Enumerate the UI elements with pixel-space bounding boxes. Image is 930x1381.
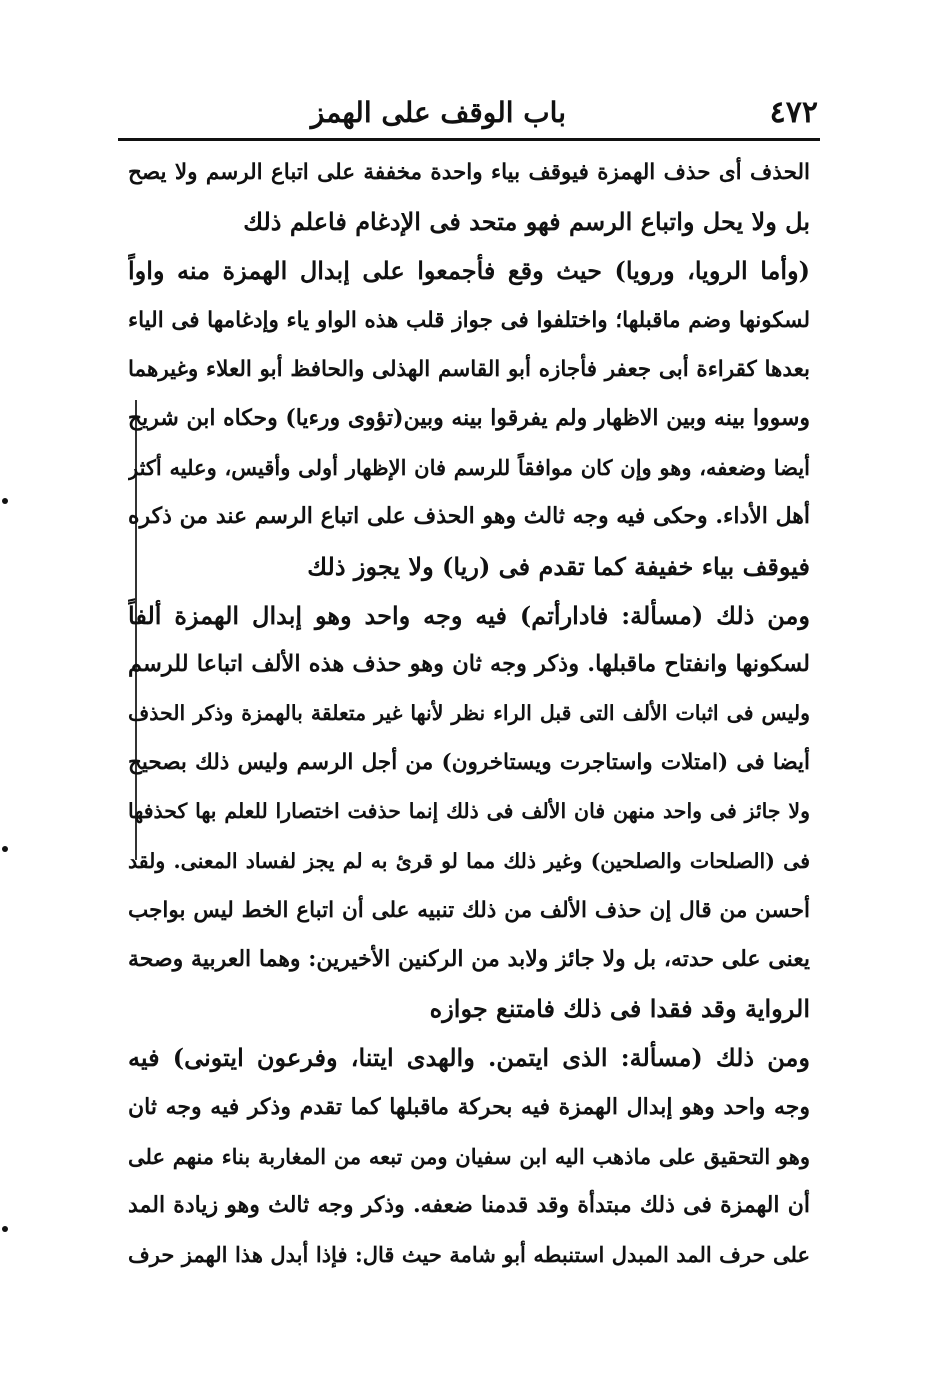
text-line: الرواية وقد فقدا فى ذلك فامتنع جوازه bbox=[429, 994, 810, 1024]
edge-mark bbox=[2, 498, 8, 504]
edge-mark bbox=[2, 1226, 8, 1232]
text-line: فى (الصلحات والصلحين) وغير ذلك مما لو قرئ به لم يجز لفساد المعنى. ولقد bbox=[128, 848, 810, 873]
text-line: ولا جائز فى واحد منهن فان الألف فى ذلك إنما حذفت اختصارا للعلم بها كحذفها bbox=[128, 799, 810, 824]
page-header bbox=[118, 92, 818, 138]
text-line: أهل الأداء. وحكى فيه وجه ثالث وهو الحذف على اتباع الرسم عند من ذكره bbox=[128, 503, 810, 530]
text-line: وجه واحد وهو إبدال الهمزة فيه بحركة ماقبلها كما تقدم وذكر فيه وجه ثان bbox=[128, 1093, 810, 1120]
text-line: يعنى على حدته، بل ولا جائز ولابد من الركنين الأخيرين: وهما العربية وصحة bbox=[128, 946, 810, 972]
text-line: بل ولا يحل واتباع الرسم فهو متحد فى الإدغام فاعلم ذلك bbox=[243, 207, 810, 237]
text-line: ومن ذلك (مسألة: فادارأتم) فيه وجه واحد وهو إبدال الهمزة ألفاً bbox=[128, 600, 810, 630]
body-text bbox=[128, 148, 810, 1279]
header-rule bbox=[118, 138, 820, 141]
text-line: ومن ذلك (مسألة: الذى ايتمن. والهدى ايتنا، وفرعون ايتونى) فيه bbox=[128, 1043, 810, 1073]
text-line: على حرف المد المبدل استنبطه أبو شامة حيث قال: فإذا أبدل هذا الهمز حرف bbox=[128, 1242, 810, 1268]
text-line: وليس فى اثبات الألف التى قبل الراء نظر لأنها غير متعلقة بالهمزة وذكر الحذف bbox=[128, 701, 810, 726]
text-line: الحذف أى حذف الهمزة فيوقف بياء واحدة مخففة على اتباع الرسم ولا يصح bbox=[128, 160, 810, 185]
text-line: أيضا فى (امتلات واستاجرت ويستاخرون) من أجل الرسم وليس ذلك بصحيح bbox=[128, 750, 810, 776]
text-line: وسووا بينه وبين الاظهار ولم يفرقوا بينه وبين(تؤوى ورءيا) وحكاه ابن شريح bbox=[128, 404, 810, 431]
text-line: أحسن من قال إن حذف الألف من ذلك تنبيه على أن اتباع الخط ليس بواجب bbox=[128, 897, 810, 923]
text-line: لسكونها وضم ماقبلها؛ واختلفوا فى جواز قلب هذه الواو ياء وإدغامها فى الياء bbox=[128, 307, 810, 333]
text-line: بعدها كقراءة أبى جعفر فأجازه أبو القاسم الهذلى والحافظ أبو العلاء وغيرهما bbox=[128, 356, 810, 382]
text-line: وهو التحقيق على ماذهب اليه ابن سفيان ومن تبعه من المغاربة بناء منهم على bbox=[128, 1143, 810, 1169]
page-number: ٤٧٢ bbox=[769, 95, 818, 130]
text-line: فيوقف بياء خفيفة كما تقدم فى (ريا) ولا يجوز ذلك bbox=[307, 551, 810, 581]
text-line: لسكونها وانفتاح ماقبلها. وذكر وجه ثان وهو حذف هذه الألف اتباعا للرسم bbox=[128, 650, 810, 677]
edge-mark bbox=[2, 846, 8, 852]
text-line: أن الهمزة فى ذلك مبتدأة وقد قدمنا ضعفه. وذكر وجه ثالث وهو زيادة المد bbox=[128, 1191, 810, 1218]
text-line: (وأما الرويا، ورويا) حيث وقع فأجمعوا على إبدال الهمزة منه واواً bbox=[128, 256, 810, 286]
running-title: باب الوقف على الهمز bbox=[310, 96, 566, 129]
text-line: أيضا وضعفه، وهو وإن كان موافقاً للرسم فان الإظهار أولى وأقيس، وعليه أكثر bbox=[128, 455, 810, 481]
